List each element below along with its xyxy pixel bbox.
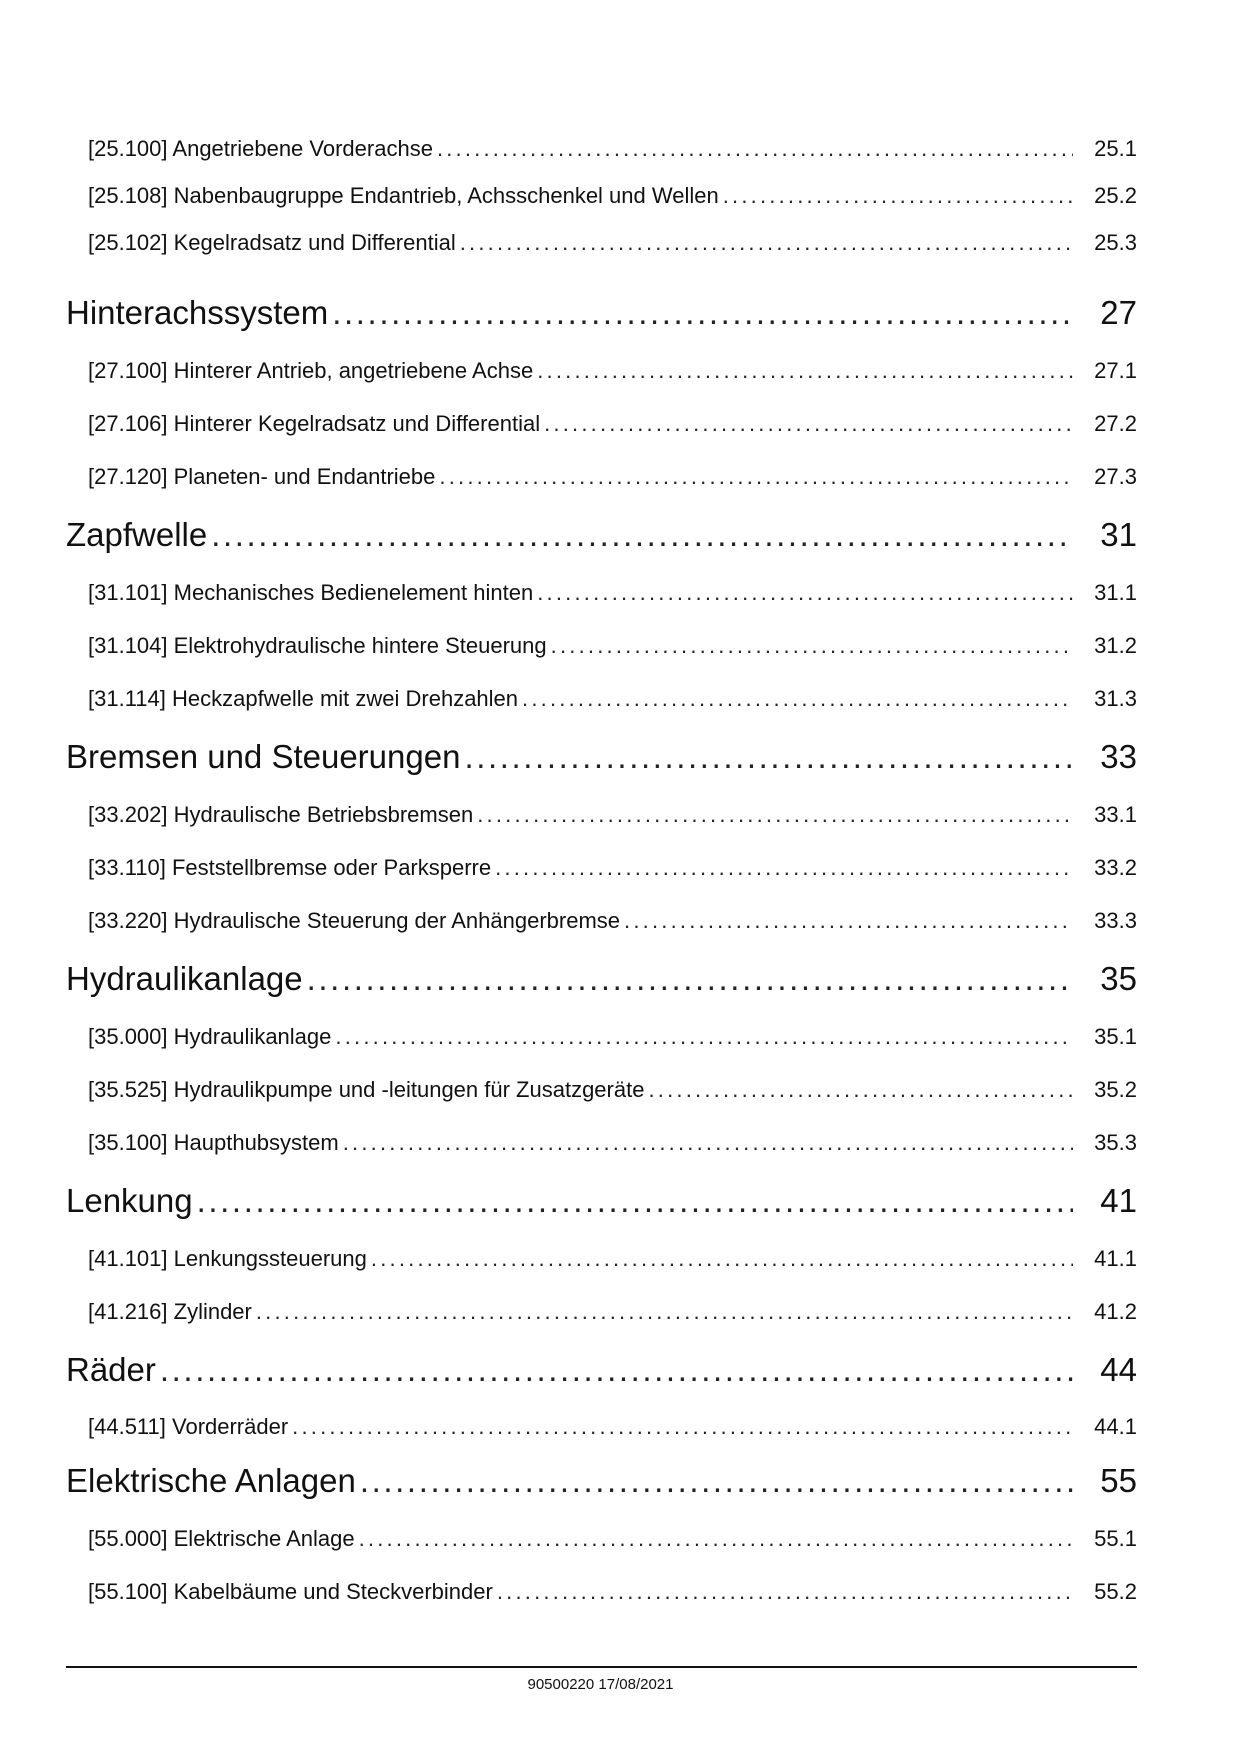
- toc-entry[interactable]: [88, 1299, 1137, 1325]
- toc-entry[interactable]: [88, 908, 1137, 934]
- toc-section-heading[interactable]: [66, 960, 1137, 998]
- dot-leader: [343, 1130, 1073, 1156]
- toc-entry-label: [33.220] Hydraulische Steuerung der Anhängerbremse: [88, 908, 621, 933]
- toc-entry[interactable]: [88, 1024, 1137, 1050]
- toc-entry-label: [55.100] Kabelbäume und Steckverbinder: [88, 1579, 493, 1604]
- toc-section-label: Hinterachssystem: [66, 294, 329, 331]
- toc-entry-page: 41.2: [1094, 1299, 1137, 1324]
- toc-section-heading[interactable]: [66, 516, 1137, 554]
- toc-entry-label: [25.100] Angetriebene Vorderachse: [88, 136, 433, 161]
- dot-leader: [211, 516, 1073, 554]
- toc-entry[interactable]: [88, 464, 1137, 490]
- toc-section-page: 31: [1100, 516, 1137, 553]
- toc-entry[interactable]: [88, 633, 1137, 659]
- toc-entry-page: 27.2: [1094, 411, 1137, 436]
- toc-entry-label: [35.000] Hydraulikanlage: [88, 1024, 332, 1049]
- toc-entry[interactable]: [88, 580, 1137, 606]
- dot-leader: [551, 633, 1073, 659]
- toc-section-label: Lenkung: [66, 1182, 193, 1219]
- footer-divider: [66, 1666, 1137, 1668]
- toc-section-page: 44: [1100, 1351, 1137, 1388]
- toc-entry[interactable]: [88, 358, 1137, 384]
- toc-entry-page: 25.2: [1094, 183, 1137, 208]
- toc-entry-label: [44.511] Vorderräder: [88, 1414, 289, 1439]
- dot-leader: [497, 1579, 1073, 1605]
- dot-leader: [464, 738, 1073, 776]
- toc-entry[interactable]: [88, 686, 1137, 712]
- dot-leader: [360, 1462, 1073, 1500]
- toc-entry-page: 35.2: [1094, 1077, 1137, 1102]
- dot-leader: [537, 580, 1073, 606]
- toc-section-page: 41: [1100, 1182, 1137, 1219]
- toc-entry-label: [31.104] Elektrohydraulische hintere Steuerung: [88, 633, 547, 658]
- toc-entry-label: [25.102] Kegelradsatz und Differential: [88, 230, 456, 255]
- toc-entry-page: 55.1: [1094, 1526, 1137, 1551]
- dot-leader: [292, 1414, 1073, 1440]
- toc-entry[interactable]: [88, 1246, 1137, 1272]
- toc-section-label: Bremsen und Steuerungen: [66, 738, 461, 775]
- dot-leader: [648, 1077, 1073, 1103]
- toc-entry-label: [35.100] Haupthubsystem: [88, 1130, 339, 1155]
- dot-leader: [477, 802, 1073, 828]
- toc-entry-label: [31.114] Heckzapfwelle mit zwei Drehzahlen: [88, 686, 519, 711]
- toc-entry-page: 33.2: [1094, 855, 1137, 880]
- toc-entry-page: 33.3: [1094, 908, 1137, 933]
- toc-section-page: 33: [1100, 738, 1137, 775]
- toc-section-page: 27: [1100, 294, 1137, 331]
- toc-section-heading[interactable]: [66, 294, 1137, 332]
- dot-leader: [371, 1246, 1073, 1272]
- toc-entry-page: 35.3: [1094, 1130, 1137, 1155]
- toc-entry-page: 25.3: [1094, 230, 1137, 255]
- toc-entry-label: [27.120] Planeten- und Endantriebe: [88, 464, 436, 489]
- dot-leader: [522, 686, 1073, 712]
- toc-entry[interactable]: [88, 411, 1137, 437]
- dot-leader: [437, 136, 1073, 162]
- toc-section-label: Elektrische Anlagen: [66, 1462, 356, 1499]
- toc-entry-page: 31.1: [1094, 580, 1137, 605]
- toc-entry[interactable]: [88, 136, 1137, 162]
- toc-entry-page: 27.3: [1094, 464, 1137, 489]
- dot-leader: [624, 908, 1073, 934]
- toc-entry[interactable]: [88, 230, 1137, 256]
- toc-section-label: Hydraulikanlage: [66, 960, 303, 997]
- toc-section-heading[interactable]: [66, 738, 1137, 776]
- toc-entry-page: 44.1: [1094, 1414, 1137, 1439]
- dot-leader: [160, 1351, 1073, 1389]
- dot-leader: [307, 960, 1073, 998]
- toc-entry-label: [33.110] Feststellbremse oder Parksperre: [88, 855, 492, 880]
- toc-section-heading[interactable]: [66, 1462, 1137, 1500]
- toc-entry-label: [35.525] Hydraulikpumpe und -leitungen für Zusatzgeräte: [88, 1077, 645, 1102]
- toc-section-label: Zapfwelle: [66, 516, 208, 553]
- toc-section-label: Räder: [66, 1351, 156, 1388]
- toc-section-page: 35: [1100, 960, 1137, 997]
- toc-entry-page: 31.3: [1094, 686, 1137, 711]
- toc-entry-label: [31.101] Mechanisches Bedienelement hinten: [88, 580, 534, 605]
- toc-section-heading[interactable]: [66, 1351, 1137, 1389]
- toc-section-page: 55: [1100, 1462, 1137, 1499]
- dot-leader: [335, 1024, 1073, 1050]
- toc-entry[interactable]: [88, 183, 1137, 209]
- toc-entry-label: [41.101] Lenkungssteuerung: [88, 1246, 367, 1271]
- toc-entry[interactable]: [88, 1130, 1137, 1156]
- dot-leader: [723, 183, 1073, 209]
- toc-entry-label: [27.106] Hinterer Kegelradsatz und Differential: [88, 411, 541, 436]
- toc-entry[interactable]: [88, 1077, 1137, 1103]
- toc-entry-label: [41.216] Zylinder: [88, 1299, 252, 1324]
- toc-entry-page: 55.2: [1094, 1579, 1137, 1604]
- toc-entry-page: 41.1: [1094, 1246, 1137, 1271]
- dot-leader: [256, 1299, 1073, 1325]
- dot-leader: [495, 855, 1073, 881]
- toc-entry[interactable]: [88, 802, 1137, 828]
- toc-entry-page: 33.1: [1094, 802, 1137, 827]
- dot-leader: [439, 464, 1073, 490]
- toc-entry[interactable]: [88, 1526, 1137, 1552]
- dot-leader: [197, 1182, 1073, 1220]
- toc-entry-page: 27.1: [1094, 358, 1137, 383]
- toc-entry-page: 31.2: [1094, 633, 1137, 658]
- dot-leader: [332, 294, 1073, 332]
- dot-leader: [544, 411, 1073, 437]
- dot-leader: [537, 358, 1073, 384]
- footer-document-number: 90500220 17/08/2021: [527, 1676, 674, 1693]
- toc-section-heading[interactable]: [66, 1182, 1137, 1220]
- toc-entry-label: [55.000] Elektrische Anlage: [88, 1526, 355, 1551]
- toc-entry[interactable]: [88, 1414, 1137, 1440]
- toc-entry-label: [25.108] Nabenbaugruppe Endantrieb, Achsschenkel und Wellen: [88, 183, 719, 208]
- toc-entry-page: 25.1: [1094, 136, 1137, 161]
- toc-entry-label: [27.100] Hinterer Antrieb, angetriebene Achse: [88, 358, 534, 383]
- dot-leader: [359, 1526, 1073, 1552]
- toc-entry-label: [33.202] Hydraulische Betriebsbremsen: [88, 802, 474, 827]
- toc-entry-page: 35.1: [1094, 1024, 1137, 1049]
- dot-leader: [460, 230, 1073, 256]
- toc-entry[interactable]: [88, 1579, 1137, 1605]
- toc-entry[interactable]: [88, 855, 1137, 881]
